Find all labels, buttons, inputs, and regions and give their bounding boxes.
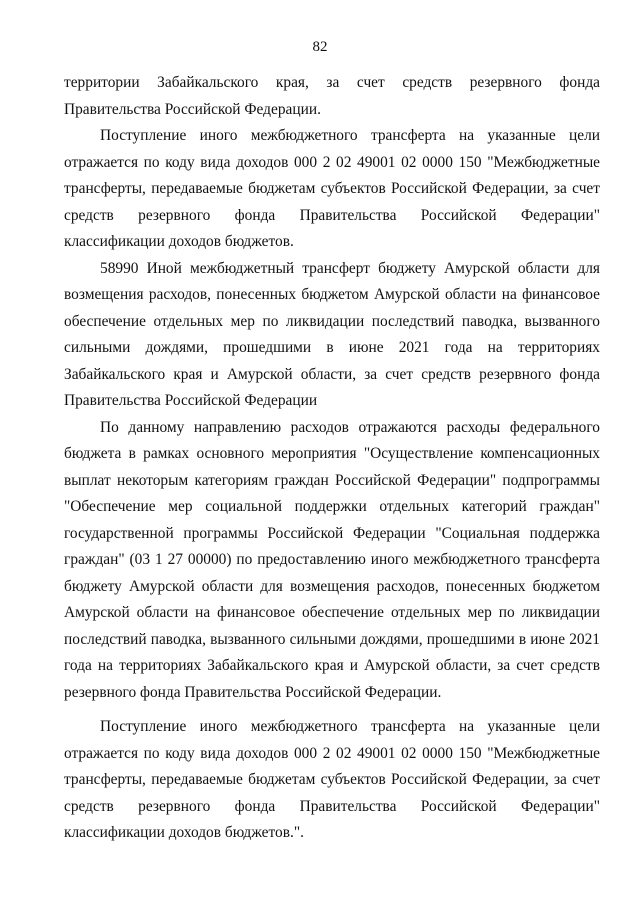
paragraph-expense-item-58990: 58990 Иной межбюджетный трансферт бюджету Амурской области для возмещения расходов, понесенных бюджетом Амурской области на финансовое обеспечение отдельных мер по ликвидации последствий паводка, вызванного сильными дождями, прошедшими в июне 2021 года на территориях Забайкальского края и Амурской области, за счет средств резервного фонда Правительства Российской Федерации (64, 259, 600, 409)
paragraph-continuation: территории Забайкальского края, за счет средств резервного фонда Правительства Российской Федерации. (64, 74, 600, 118)
paragraph-revenue-code-closing: Поступление иного межбюджетного трансферта на указанные цели отражается по коду вида доходов 000 2 02 49001 02 0000 150 "Межбюджетные трансферты, передаваемые бюджетам субъектов Российской Федерации, за счет средств резервного фонда Правительства Российской Федерации" классификации доходов бюджетов.". (64, 718, 600, 841)
document-body (64, 70, 600, 847)
page-number: 82 (312, 39, 328, 55)
paragraph-expense-description: По данному направлению расходов отражаются расходы федерального бюджета в рамках основного мероприятия "Осуществление компенсационных выплат некоторым категориям граждан Российской Федерации" подпрограммы "Обеспечение мер социальной поддержки отдельных категорий граждан" государственной программы Российской Федерации "Социальная поддержка граждан" (03 1 27 00000) по предоставлению иного межбюджетного трансферта бюджету Амурской области для возмещения расходов, понесенных бюджетом Амурской области на финансовое обеспечение отдельных мер по ликвидации последствий паводка, вызванного сильными дождями, прошедшими в июне 2021 года на территориях Забайкальского края и Амурской области, за счет средств резервного фонда Правительства Российской Федерации. (64, 418, 600, 701)
paragraph-revenue-code: Поступление иного межбюджетного трансферта на указанные цели отражается по коду вида доходов 000 2 02 49001 02 0000 150 "Межбюджетные трансферты, передаваемые бюджетам субъектов Российской Федерации, за счет средств резервного фонда Правительства Российской Федерации" классификации доходов бюджетов. (64, 127, 600, 250)
